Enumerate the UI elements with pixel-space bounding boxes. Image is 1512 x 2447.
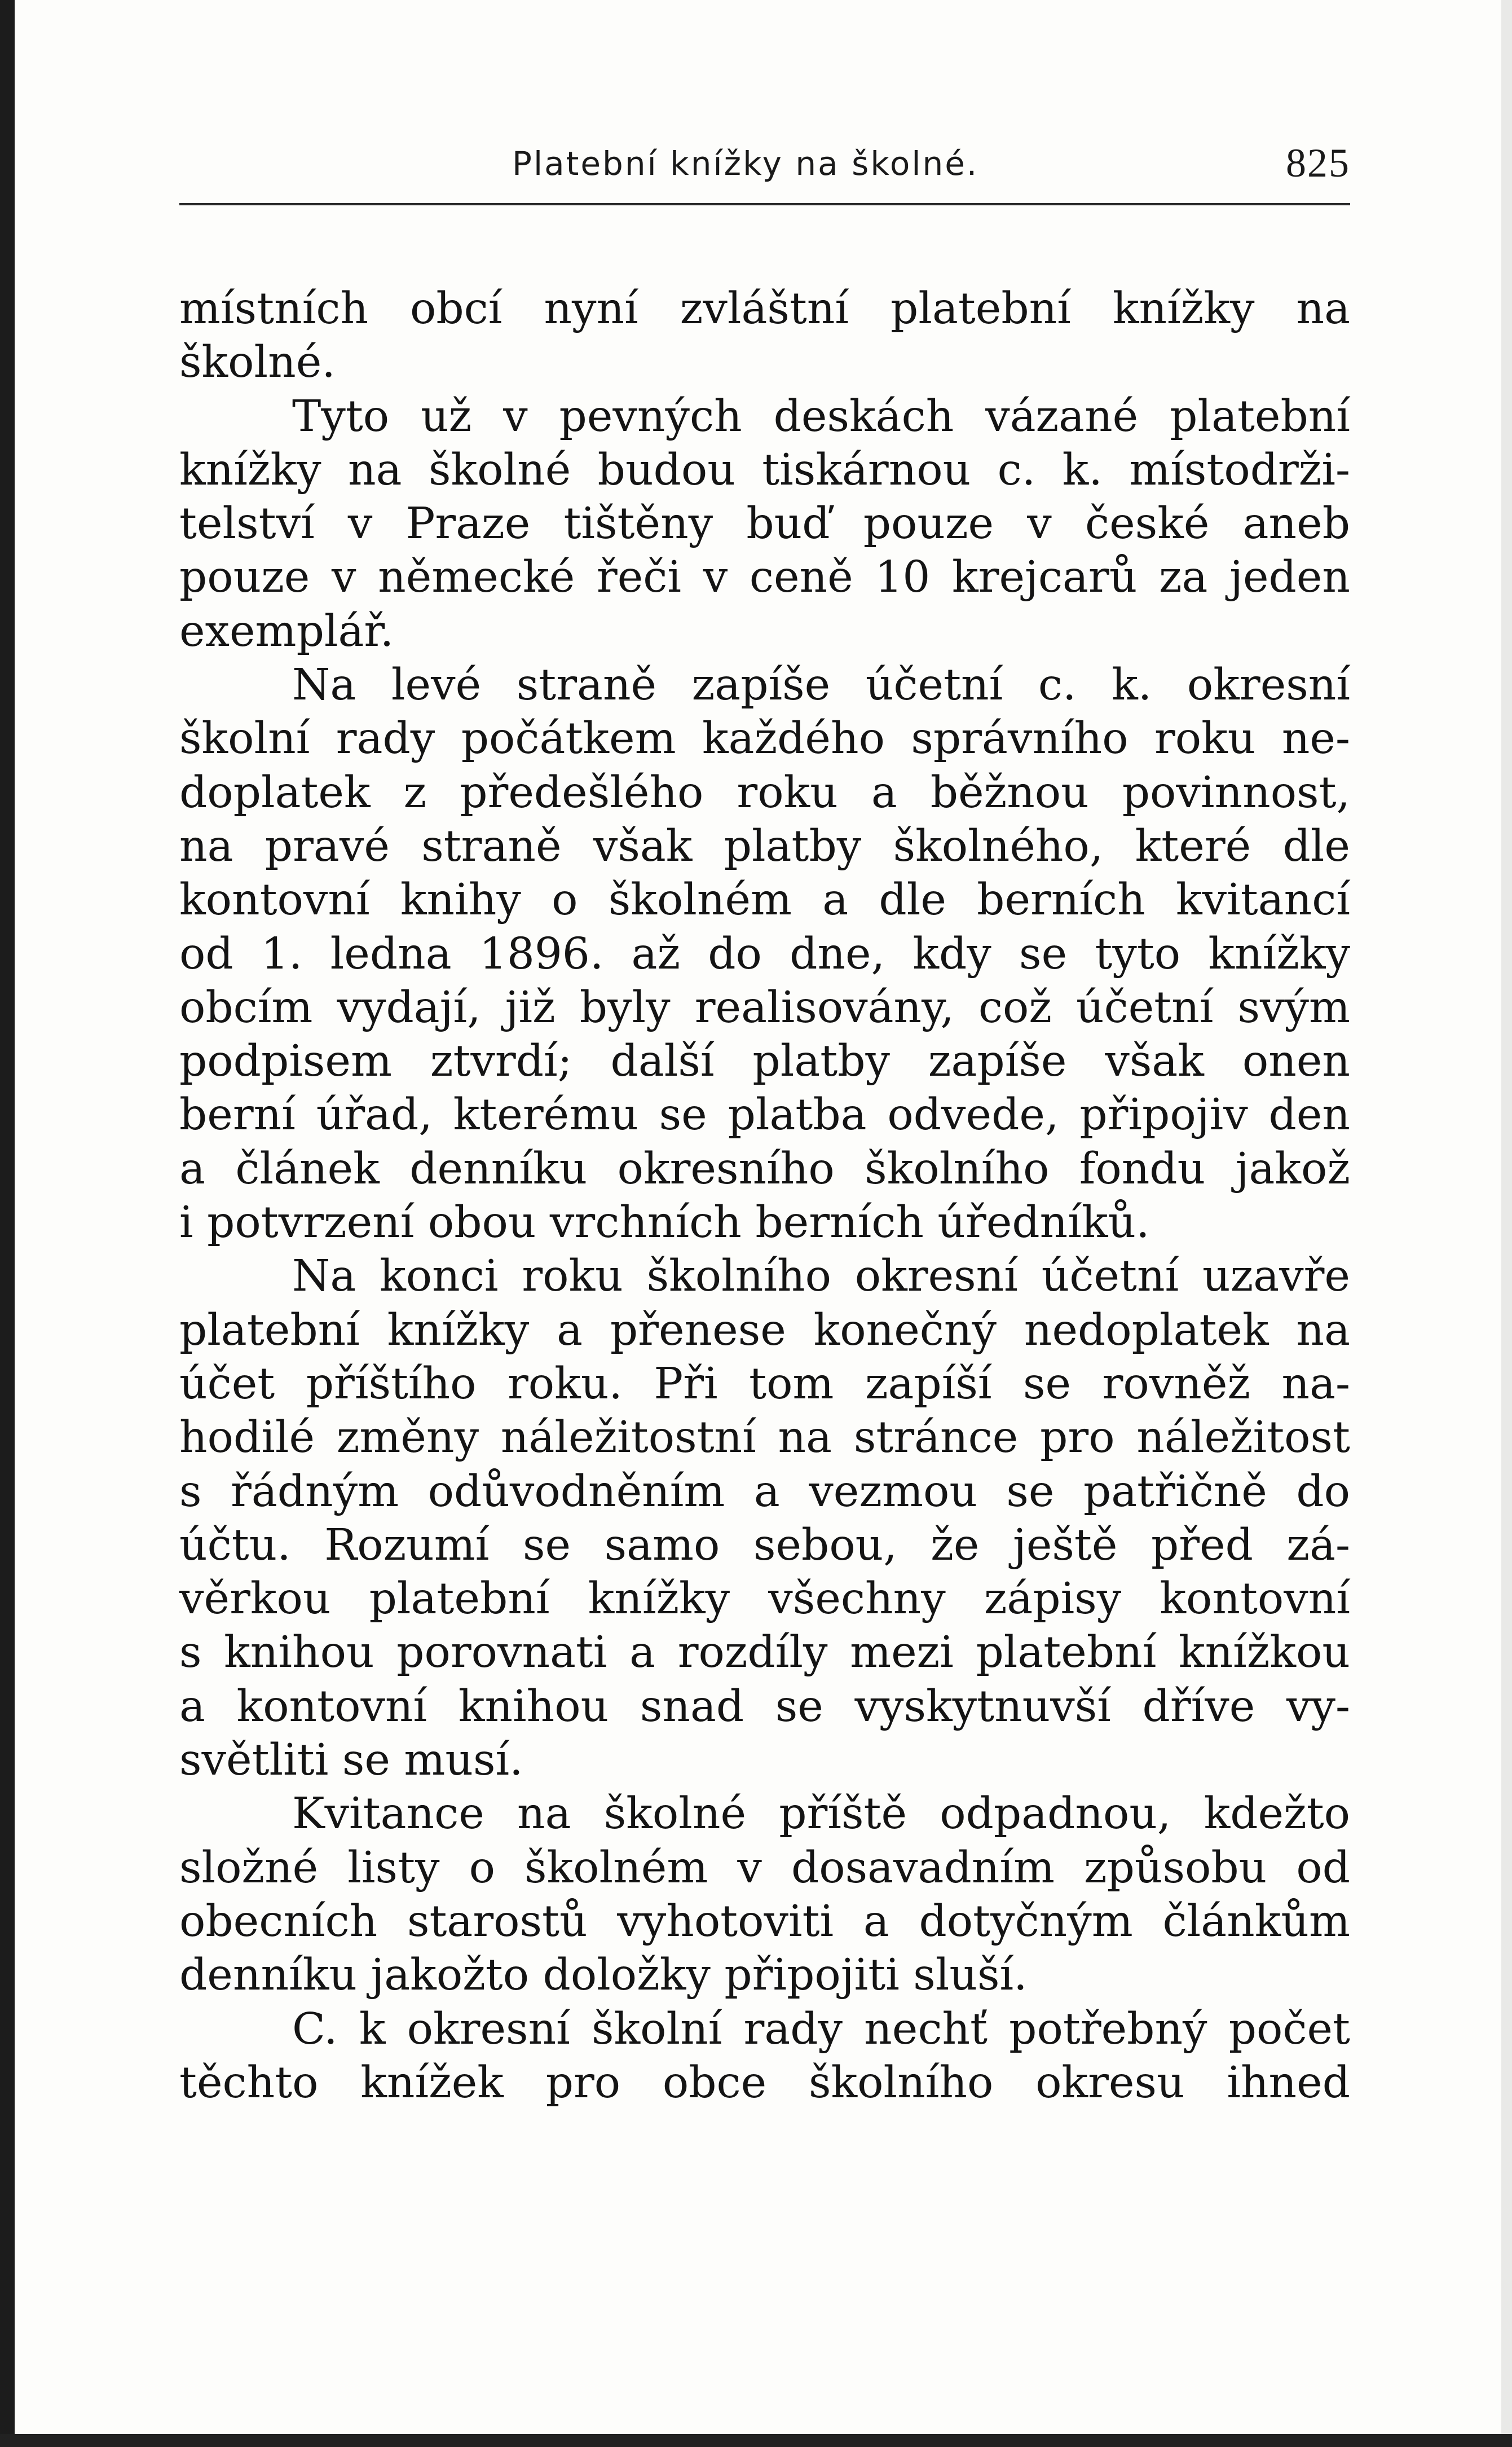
- page-number: 825: [1286, 140, 1350, 186]
- text-line: pouze v německé řeči v ceně 10 krejcarů za jeden: [179, 552, 1350, 603]
- text-line: i potvrzení obou vrchních berních úředníků.: [179, 1198, 1150, 1248]
- text-line: na pravé straně však platby školného, které dle: [179, 821, 1350, 872]
- text-line: světliti se musí.: [179, 1735, 523, 1786]
- text-line: exemplář.: [179, 606, 394, 657]
- text-line: Na konci roku školního okresní účetní uzavře: [292, 1251, 1350, 1302]
- text-line: obcím vydají, již byly realisovány, což účetní svým: [179, 982, 1350, 1033]
- text-line: s řádným odůvodněním a vezmou se patřičně do: [179, 1466, 1350, 1517]
- text-line: a článek denníku okresního školního fondu jakož: [179, 1143, 1350, 1194]
- running-title: Platební knížky na školné.: [512, 144, 979, 183]
- text-line: složné listy o školném v dosavadním způsobu od: [179, 1842, 1350, 1893]
- text-line: berní úřad, kterému se platba odvede, připojiv den: [179, 1090, 1350, 1141]
- text-line: místních obcí nyní zvláštní platební knížky na: [179, 284, 1350, 334]
- text-line: Tyto už v pevných deskách vázané platební: [292, 391, 1350, 442]
- text-line: knížky na školné budou tiskárnou c. k. místodrži-: [179, 444, 1350, 495]
- text-line: Kvitance na školné příště odpadnou, kdežto: [292, 1789, 1350, 1839]
- text-line: podpisem ztvrdí; další platby zapíše však onen: [179, 1036, 1350, 1087]
- page-right-edge: [1501, 0, 1512, 2447]
- text-line: doplatek z předešlého roku a běžnou povinnost,: [179, 767, 1350, 818]
- text-line: Na levé straně zapíše účetní c. k. okresní: [292, 660, 1350, 711]
- text-line: účtu. Rozumí se samo sebou, že ještě před zá-: [179, 1520, 1350, 1570]
- page-binding-edge: [0, 0, 15, 2447]
- text-line: těchto knížek pro obce školního okresu ihned: [179, 2057, 1350, 2108]
- text-line: hodilé změny náležitostní na stránce pro náležitost: [179, 1412, 1350, 1463]
- text-line: C. k okresní školní rady nechť potřebný počet: [292, 2004, 1350, 2054]
- text-line: s knihou porovnati a rozdíly mezi platební knížkou: [179, 1627, 1350, 1678]
- text-line: účet příštího roku. Při tom zapíší se rovněž na-: [179, 1358, 1350, 1409]
- text-line: telství v Praze tištěny buď pouze v české aneb: [179, 499, 1350, 549]
- text-line: od 1. ledna 1896. až do dne, kdy se tyto knížky: [179, 928, 1350, 979]
- page-header: [179, 140, 1350, 208]
- text-line: denníku jakožto doložky připojiti sluší.: [179, 1950, 1028, 2001]
- text-body: [179, 282, 1350, 2110]
- text-line: kontovní knihy o školném a dle berních kvitancí: [179, 875, 1350, 926]
- text-line: školné.: [179, 337, 336, 388]
- header-rule: [179, 203, 1350, 205]
- text-line: obecních starostů vyhotoviti a dotyčným článkům: [179, 1896, 1350, 1947]
- page-bottom-edge: [0, 2434, 1512, 2447]
- text-line: školní rady počátkem každého správního roku ne-: [179, 714, 1350, 764]
- text-line: věrkou platební knížky všechny zápisy kontovní: [179, 1574, 1350, 1625]
- text-line: platební knížky a přenese konečný nedoplatek na: [179, 1305, 1350, 1355]
- text-line: a kontovní knihou snad se vyskytnuvší dříve vy-: [179, 1681, 1350, 1732]
